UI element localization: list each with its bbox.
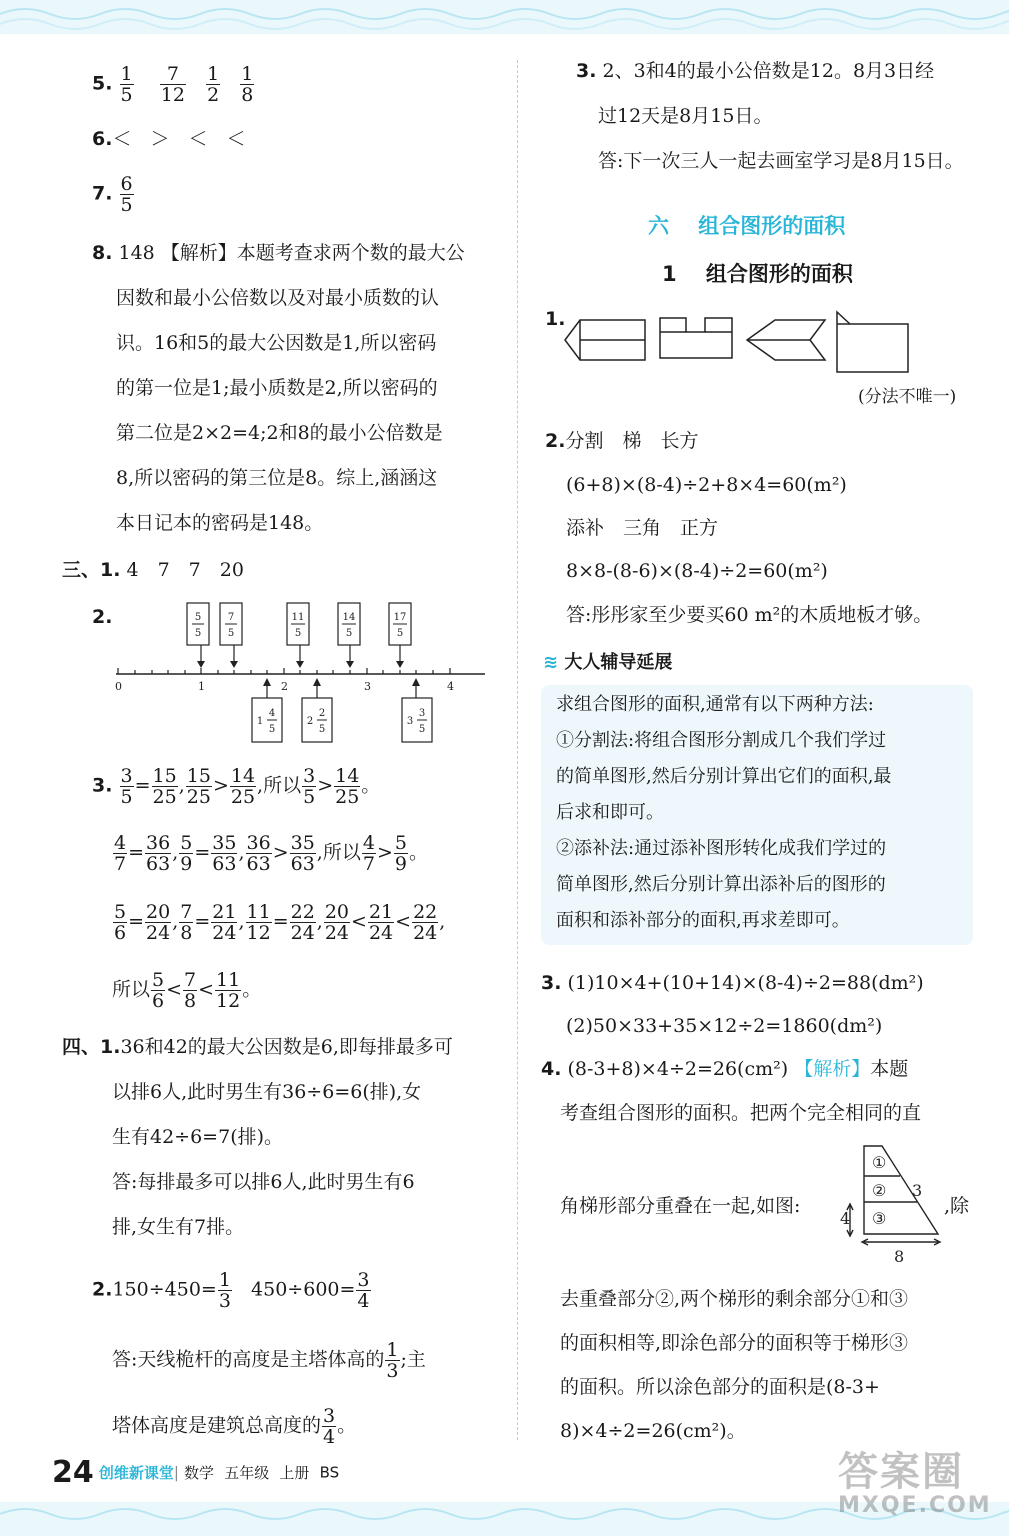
svg-text:3: 3 [418, 708, 426, 719]
number-line-diagram [110, 598, 500, 748]
svg-text:5: 5 [227, 628, 235, 639]
svg-text:5: 5 [294, 628, 302, 639]
watermark: 答案圈 MXQE.COM [838, 1449, 992, 1518]
page-number: 24 [52, 1455, 94, 1490]
column-divider [517, 60, 518, 1440]
svg-text:5: 5 [268, 724, 276, 735]
tick-4: 4 [447, 680, 454, 693]
svg-text:5: 5 [396, 628, 404, 639]
svg-text:2: 2 [306, 716, 314, 727]
r-q1-note: (分法不唯一) [858, 387, 957, 407]
q6-answer: 6.＜ ＞ ＜ ＜ [92, 128, 246, 150]
svg-text:2: 2 [318, 708, 326, 719]
overlapping-trapezoid-figure [840, 1144, 944, 1272]
svg-text:17: 17 [393, 612, 407, 623]
fraction: $\frac{1}{2}$ [207, 63, 220, 106]
q7-answer: 7. $\frac{6}{5}$ [92, 173, 133, 216]
shape-division-figures [560, 310, 920, 380]
tick-2: 2 [281, 680, 288, 693]
fraction: $\frac{1}{5}$ [120, 63, 133, 106]
svg-text:②: ② [872, 1181, 887, 1200]
top-wave-decoration [0, 0, 1009, 34]
guide-title: ≋ 大人辅导延展 [543, 652, 673, 673]
svg-text:5: 5 [194, 612, 202, 623]
svg-text:14: 14 [342, 612, 356, 623]
svg-text:③: ③ [872, 1209, 887, 1228]
q5-answer: 5. $\frac{1}{5}$ $\frac{7}{12}$ $\frac{1}{2}$ $\frac{1}{8}$ [92, 63, 254, 106]
page-footer: 24 创维新课堂| 数学 五年级 上册 BS [52, 1455, 340, 1490]
fraction: $\frac{7}{12}$ [160, 63, 185, 106]
svg-text:①: ① [872, 1153, 887, 1172]
svg-text:7: 7 [227, 612, 235, 623]
tick-1: 1 [198, 680, 205, 693]
svg-text:3: 3 [912, 1181, 923, 1200]
svg-text:4: 4 [840, 1209, 851, 1228]
svg-text:3: 3 [406, 716, 414, 727]
s3q2-label: 2. [92, 606, 113, 628]
s3q1-answer: 三、1. 4 7 7 20 [62, 559, 244, 581]
lesson-title: 1 组合图形的面积 [662, 262, 853, 286]
r-q1-label: 1. [545, 308, 566, 330]
svg-text:5: 5 [418, 724, 426, 735]
svg-text:1: 1 [256, 716, 264, 727]
svg-text:5: 5 [345, 628, 353, 639]
svg-text:5: 5 [194, 628, 202, 639]
svg-text:11: 11 [291, 612, 305, 623]
section-title: 六 组合图形的面积 [648, 214, 846, 238]
svg-text:5: 5 [318, 724, 326, 735]
svg-text:4: 4 [268, 708, 276, 719]
tick-0: 0 [115, 680, 122, 693]
fraction: $\frac{1}{8}$ [241, 63, 254, 106]
tick-3: 3 [364, 680, 371, 693]
brand-name: 创维新课堂 [98, 1464, 174, 1482]
svg-text:8: 8 [894, 1247, 905, 1266]
